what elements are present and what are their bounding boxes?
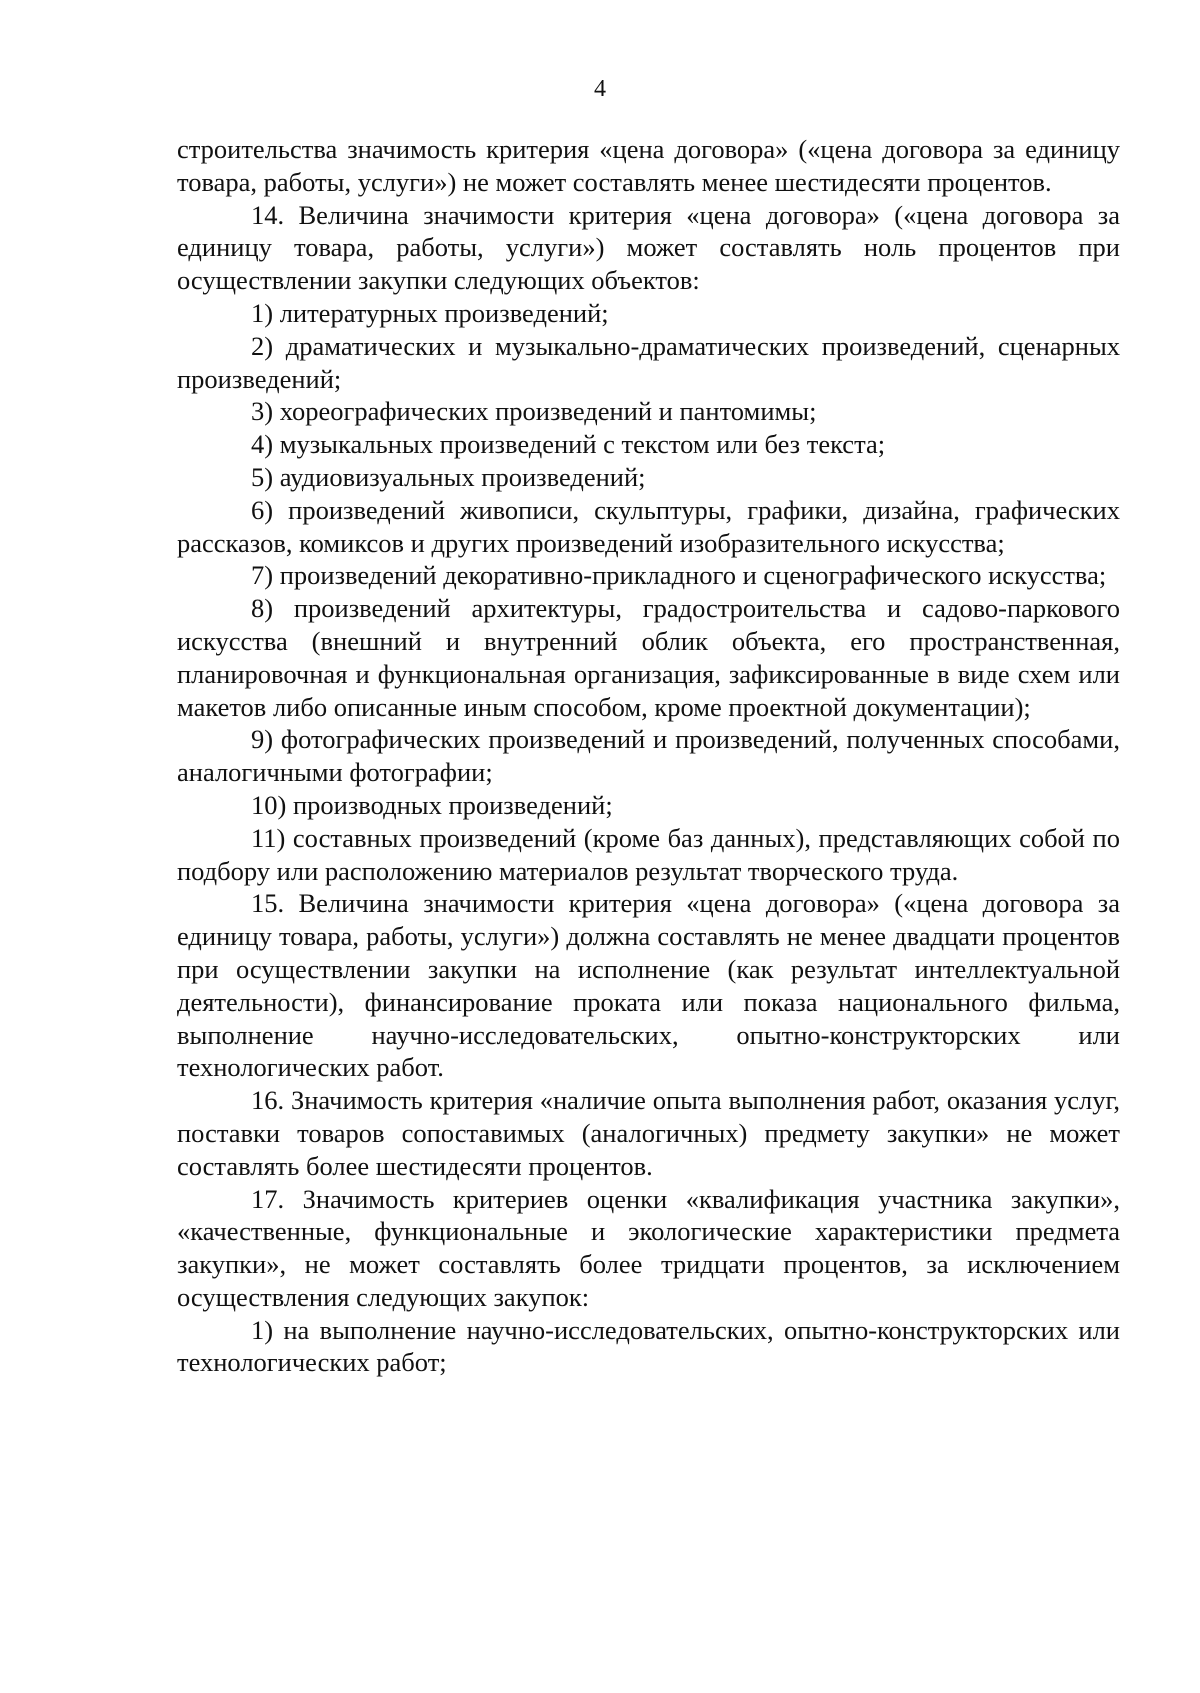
list-item-8: 8) произведений архитектуры, градостроительства и садово-паркового искусства (внешний и внутренний облик объекта, его пространственная, планировочная и функциональная организация, зафиксированные в виде схем или макетов либо описанные иным способом, кроме проектной документации); xyxy=(177,593,1120,722)
paragraph-continuation: строительства значимость критерия «цена договора» («цена договора за единицу товара, работы, услуги») не может составлять менее шестидесяти процентов. xyxy=(177,134,1120,197)
list-item-11: 11) составных произведений (кроме баз данных), представляющих собой по подбору или расположению материалов результат творческого труда. xyxy=(177,822,1120,886)
paragraph-14: 14. Величина значимости критерия «цена договора» («цена договора за единицу товара, работы, услуги») может составлять ноль процентов при осуществлении закупки следующих объектов: xyxy=(177,199,1120,296)
document-body xyxy=(177,133,1120,1379)
page-number: 4 xyxy=(594,76,606,102)
paragraph-16: 16. Значимость критерия «наличие опыта выполнения работ, оказания услуг, поставки товаров сопоставимых (аналогичных) предмету закупки» не может составлять более шестидесяти процентов. xyxy=(177,1085,1120,1181)
list-item-5: 5) аудиовизуальных произведений; xyxy=(251,461,646,492)
paragraph-15: 15. Величина значимости критерия «цена договора» («цена договора за единицу товара, работы, услуги») должна составлять не менее двадцати процентов при осуществлении закупки на исполнение (как результат интеллектуальной деятельности), финансирование проката или показа национального фильма, выполнение научно-исследовательских, опытно-конструкторских или технологических работ. xyxy=(177,888,1120,1083)
list-item-6: 6) произведений живописи, скульптуры, графики, дизайна, графических рассказов, комиксов и других произведений изобразительного искусства; xyxy=(177,494,1120,558)
paragraph-17: 17. Значимость критериев оценки «квалификация участника закупки», «качественные, функциональные и экологические характеристики предмета закупки», не может составлять более тридцати процентов, за исключением осуществления следующих закупок: xyxy=(177,1183,1120,1312)
list-item-4: 4) музыкальных произведений с текстом или без текста; xyxy=(251,429,886,460)
list-item-1: 1) литературных произведений; xyxy=(251,297,609,328)
list-item-17-1: 1) на выполнение научно-исследовательских, опытно-конструкторских или технологических работ; xyxy=(177,1314,1120,1378)
list-item-3: 3) хореографических произведений и пантомимы; xyxy=(251,396,817,427)
list-item-10: 10) производных произведений; xyxy=(251,789,613,820)
list-item-2: 2) драматических и музыкально-драматических произведений, сценарных произведений; xyxy=(177,330,1120,394)
list-item-9: 9) фотографических произведений и произведений, полученных способами, аналогичными фотографии; xyxy=(177,724,1120,788)
list-item-7: 7) произведений декоративно-прикладного и сценографического искусства; xyxy=(251,560,1107,591)
